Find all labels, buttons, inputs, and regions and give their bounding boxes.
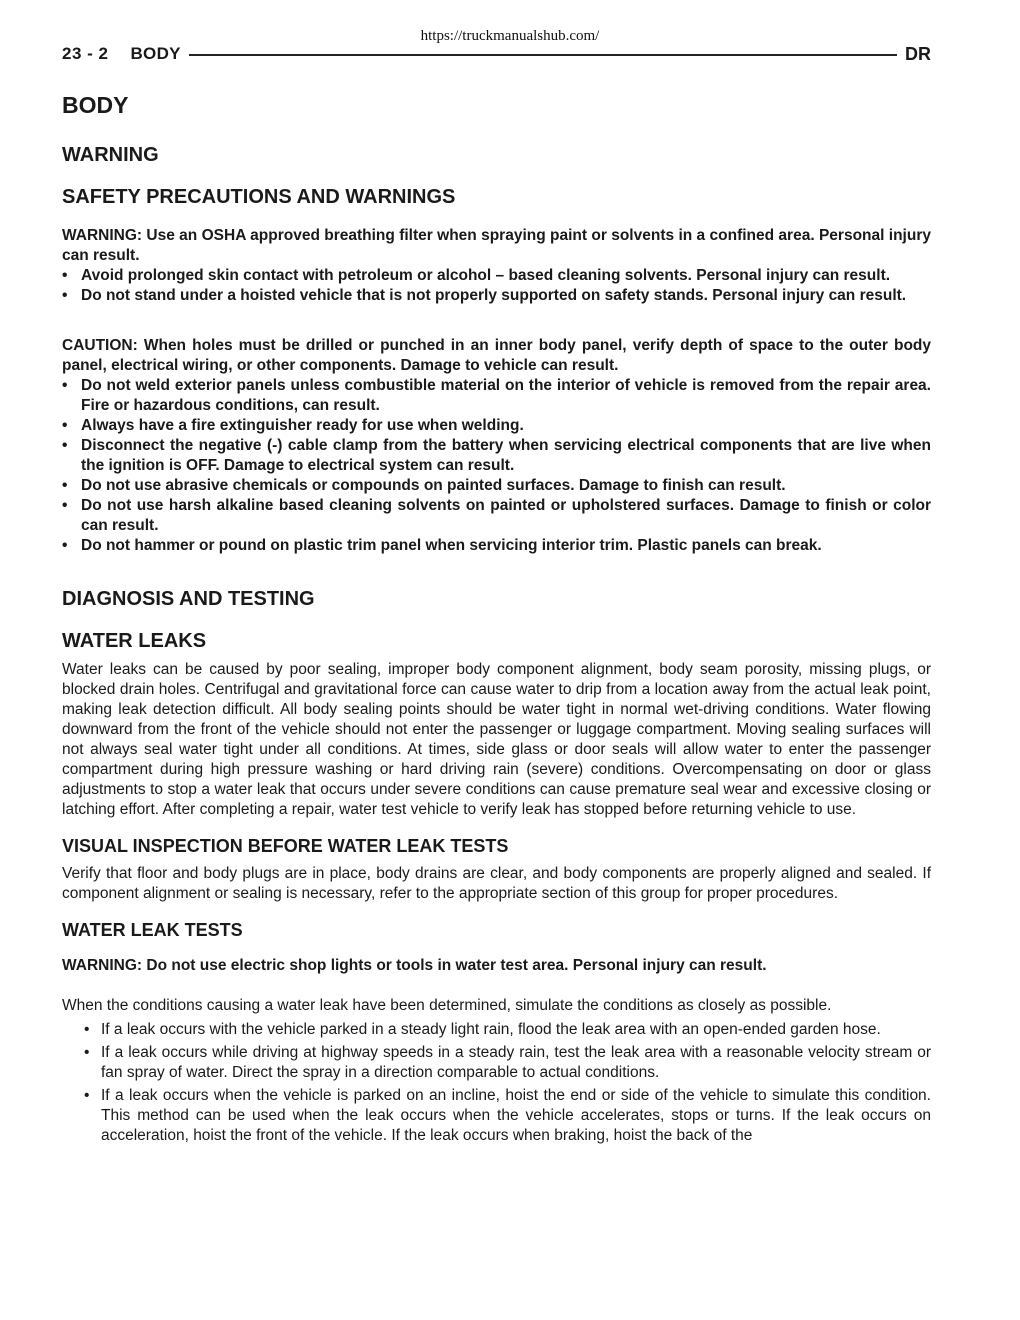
list-item: • If a leak occurs with the vehicle parked in a steady light rain, flood the leak area with an open-ended garden hose. xyxy=(62,1020,931,1040)
model-code: DR xyxy=(905,43,931,64)
list-item: • If a leak occurs while driving at highway speeds in a steady rain, test the leak area with a reasonable velocity stream or fan spray of water. Direct the spray in a direction comparable to actual conditions. xyxy=(62,1043,931,1083)
page-number: 23 - 2 xyxy=(62,44,109,63)
diagnosis-heading: DIAGNOSIS AND TESTING xyxy=(62,588,315,610)
list-item: • Avoid prolonged skin contact with petroleum or alcohol – based cleaning solvents. Personal injury can result. xyxy=(62,266,931,286)
page-header xyxy=(62,43,931,65)
safety-heading: SAFETY PRECAUTIONS AND WARNINGS xyxy=(62,186,456,208)
water-leaks-text: Water leaks can be caused by poor sealing, improper body component alignment, body seam porosity, missing plugs, or blocked drain holes. Centrifugal and gravitational force can cause water to drip from a location away from the actual leak point, making leak detection difficult. All body sealing points should be water tight in normal wet-driving conditions. Water flowing downward from the front of the vehicle should not enter the passenger or luggage compartment. Moving sealing surfaces will not always seal water tight under all conditions. At times, side glass or door seals will allow water to enter the passenger compartment during high pressure washing or hard driving rain (severe) conditions. Overcompensating on door or glass adjustments to stop a water leak that occurs under severe conditions can cause premature seal wear and excessive closing or latching effort. After completing a repair, water test vehicle to verify leak has stopped before returning vehicle to use. xyxy=(62,661,931,818)
header-rule xyxy=(189,54,897,56)
caution-list xyxy=(62,376,931,556)
list-item: • Disconnect the negative (-) cable clamp from the battery when servicing electrical components that are live when the ignition is OFF. Damage to electrical system can result. xyxy=(62,436,931,476)
list-item: • Do not use abrasive chemicals or compounds on painted surfaces. Damage to finish can result. xyxy=(62,476,931,496)
list-item: • Do not use harsh alkaline based cleaning solvents on painted or upholstered surfaces. Damage to finish or color can result. xyxy=(62,496,931,536)
tests-warning: WARNING: Do not use electric shop lights or tools in water test area. Personal injury can result. xyxy=(62,957,767,974)
warning-list xyxy=(62,266,931,306)
water-leak-tests-heading: WATER LEAK TESTS xyxy=(62,920,243,940)
tests-intro: When the conditions causing a water leak have been determined, simulate the conditions as closely as possible. xyxy=(62,997,832,1014)
list-item: • Do not weld exterior panels unless combustible material on the interior of vehicle is removed from the repair area. Fire or hazardous conditions, can result. xyxy=(62,376,931,416)
list-item: • If a leak occurs when the vehicle is parked on an incline, hoist the end or side of the vehicle to simulate this condition. This method can be used when the leak occurs when the vehicle accelerates, stops or turns. If the leak occurs on acceleration, hoist the front of the vehicle. If the leak occurs when braking, hoist the back of the xyxy=(62,1086,931,1146)
tests-list xyxy=(62,1020,931,1146)
source-url: https://truckmanualshub.com/ xyxy=(420,28,600,44)
page-content xyxy=(62,90,931,1149)
section-name: BODY xyxy=(130,44,181,63)
visual-inspection-text: Verify that floor and body plugs are in place, body drains are clear, and body components are properly aligned and sealed. If component alignment or sealing is necessary, refer to the appropriate section of this group for proper procedures. xyxy=(62,865,931,902)
warning-heading: WARNING xyxy=(62,144,159,166)
list-item: • Always have a fire extinguisher ready for use when welding. xyxy=(62,416,931,436)
page-title: BODY xyxy=(62,92,129,118)
list-item: • Do not stand under a hoisted vehicle that is not properly supported on safety stands. Personal injury can result. xyxy=(62,286,931,306)
visual-inspection-heading: VISUAL INSPECTION BEFORE WATER LEAK TESTS xyxy=(62,836,509,856)
caution-text: CAUTION: When holes must be drilled or punched in an inner body panel, verify depth of space to the outer body panel, electrical wiring, or other components. Damage to vehicle can result. xyxy=(62,337,931,374)
water-leaks-heading: WATER LEAKS xyxy=(62,630,207,652)
list-item: • Do not hammer or pound on plastic trim panel when servicing interior trim. Plastic panels can break. xyxy=(62,536,931,556)
warning-text: WARNING: Use an OSHA approved breathing filter when spraying paint or solvents in a confined area. Personal injury can result. xyxy=(62,227,931,264)
